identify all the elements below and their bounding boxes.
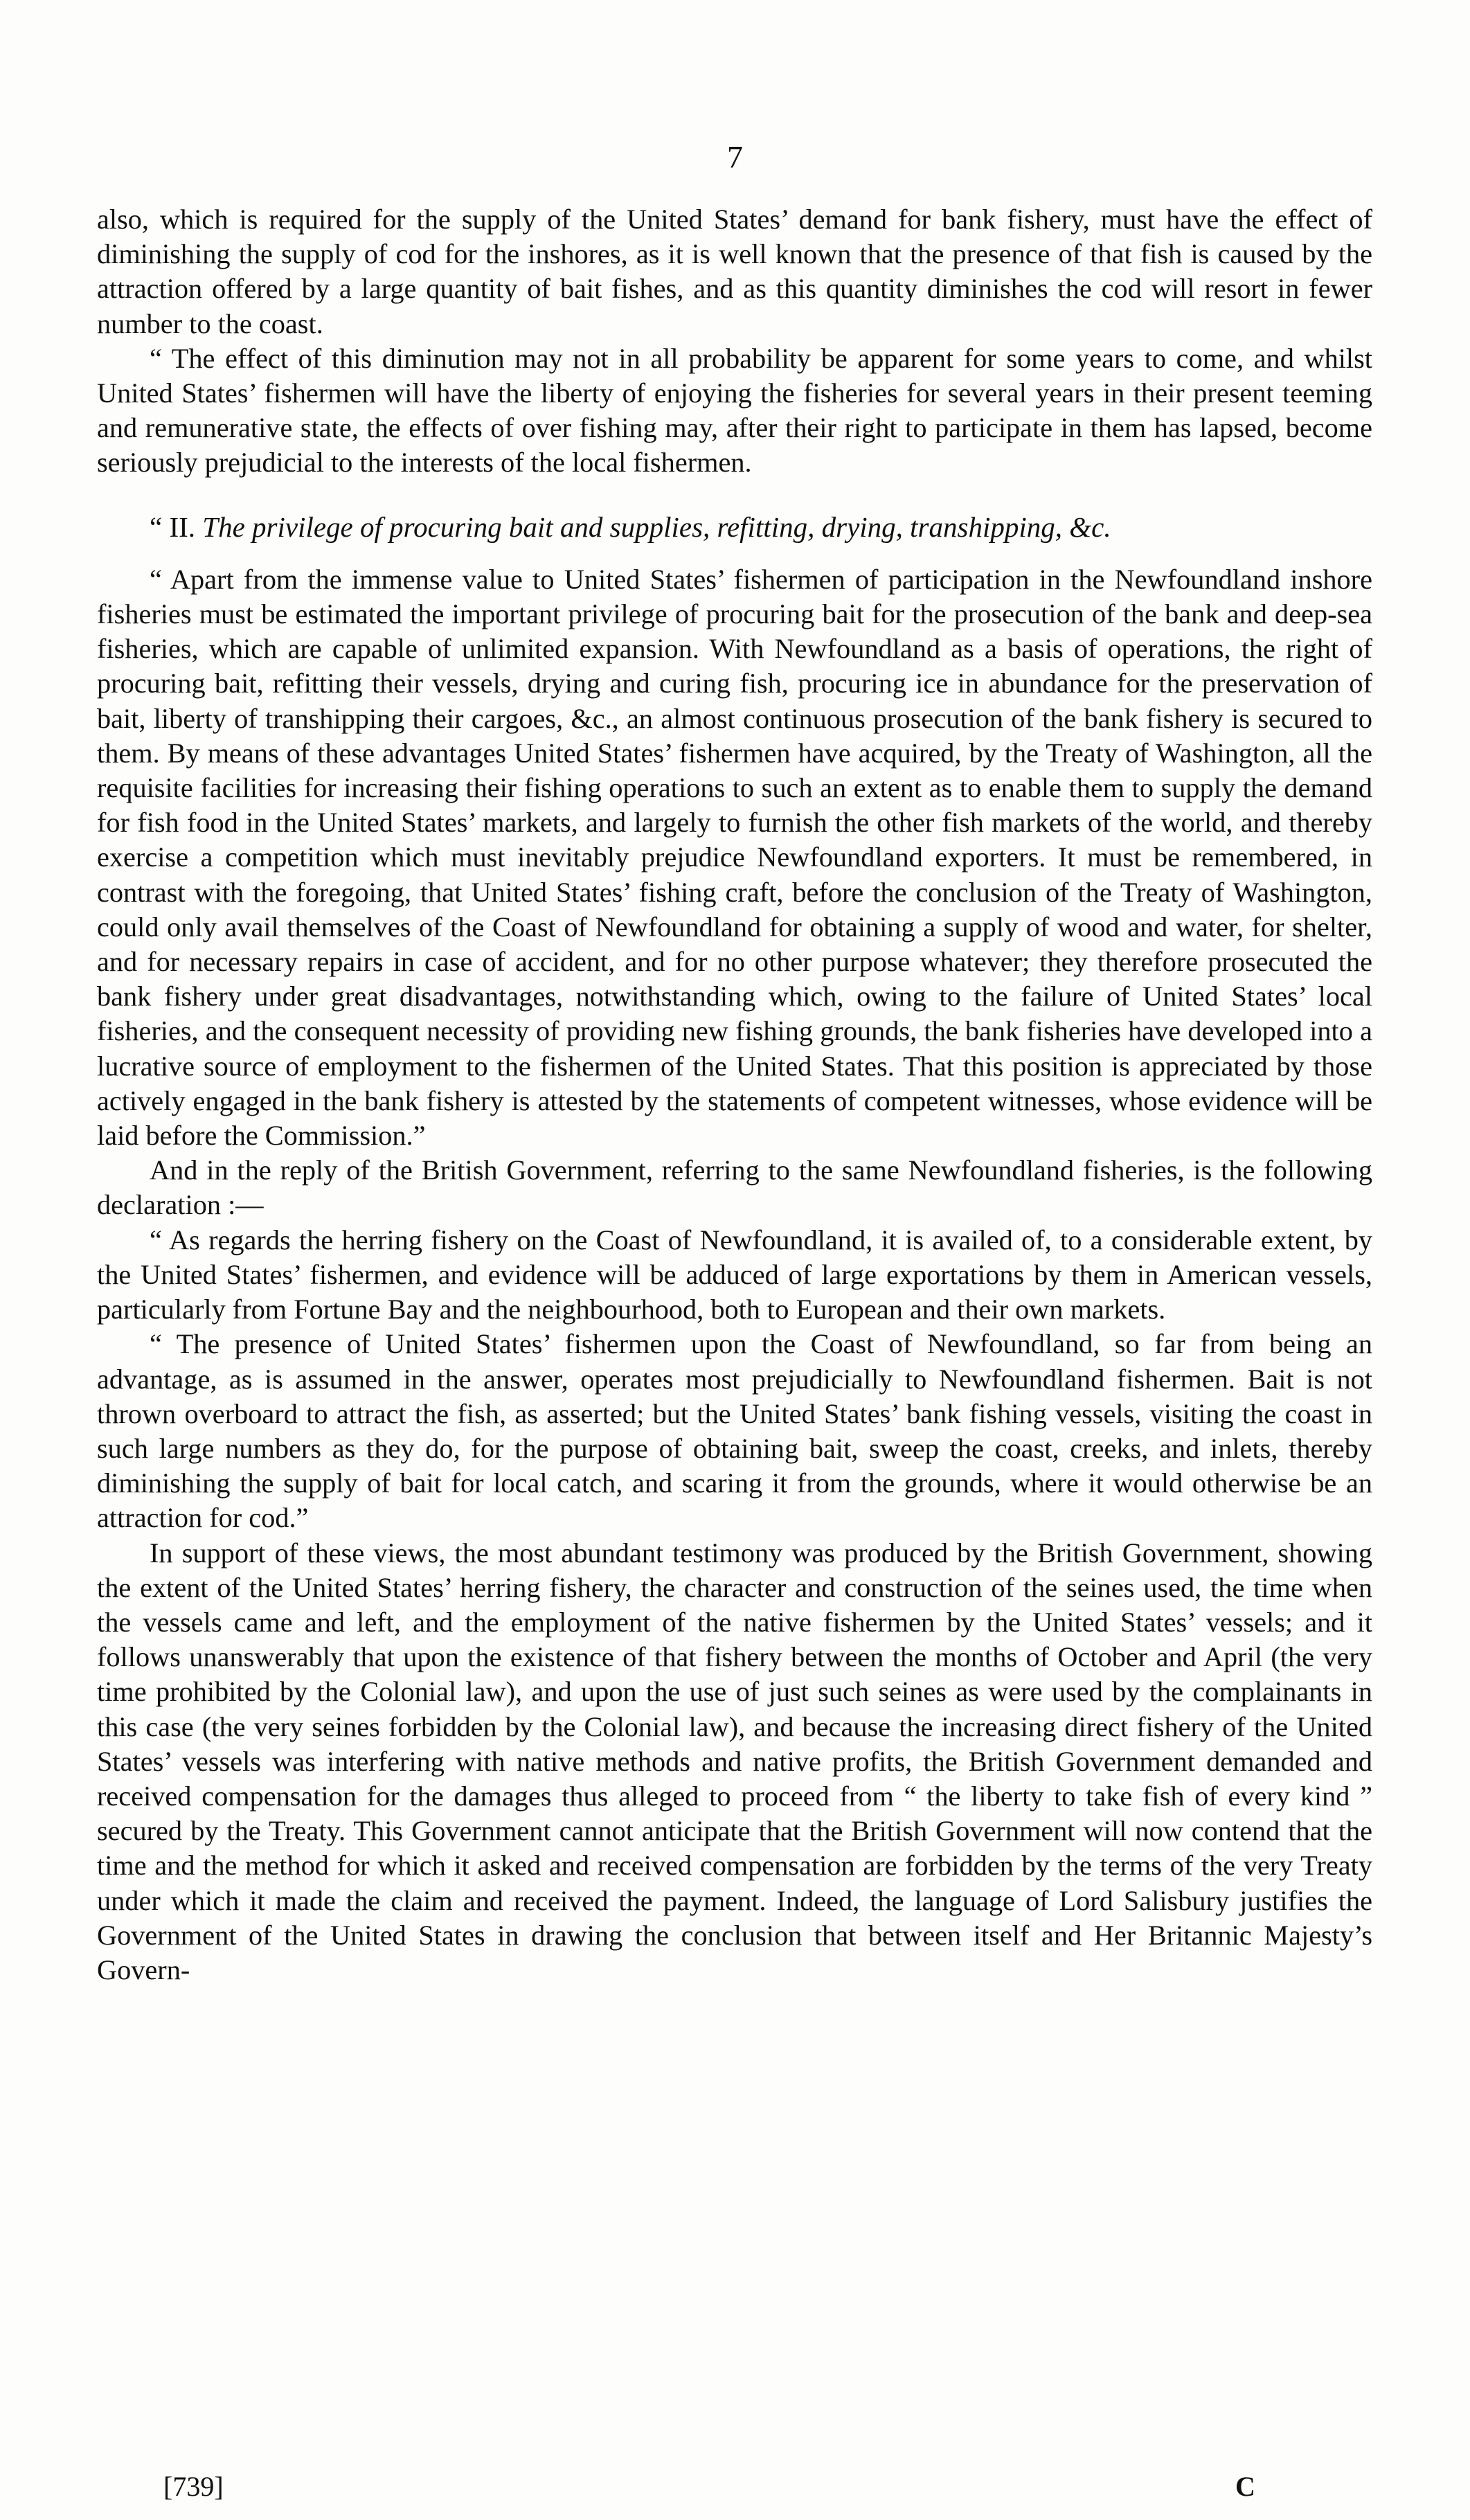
- section-heading-title: The privilege of procuring bait and supplies, refitting, drying, transhipping, &c.: [202, 510, 1111, 543]
- paragraph: also, which is required for the supply of the United States’ demand for bank fishery, must have the effect of diminishing the supply of cod for the inshores, as it is well known that the presence of that fish is caused by the attraction offered by a large quantity of bait fishes, and as this quantity diminishes the cod will resort in fewer number to the coast.: [97, 204, 1372, 339]
- body-text: [97, 202, 1372, 1987]
- signature-mark: [739]: [163, 2471, 224, 2502]
- paragraph: “ As regards the herring fishery on the Coast of Newfoundland, it is availed of, to a considerable extent, by the United States’ fishermen, and evidence will be adduced of large exportations by them in American vessels, particularly from Fortune Bay and the neighbourhood, both to European and their own markets.: [97, 1224, 1372, 1325]
- paragraph: In support of these views, the most abundant testimony was produced by the British Government, showing the extent of the United States’ herring fishery, the character and construction of the seines used, the time when the vessels came and left, and the employment of the native fishermen by the United States’ vessels; and it follows unanswerably that upon the existence of that fishery between the months of October and April (the very time prohibited by the Colonial law), and upon the use of just such seines as were used by the complainants in this case (the very seines forbidden by the Colonial law), and because the increasing direct fishery of the United States’ vessels was interfering with native methods and native profits, the British Government demanded and received compensation for the damages thus alleged to proceed from “ the liberty to take fish of every kind ” secured by the Treaty. This Government cannot anticipate that the British Government will now contend that the time and the method for which it asked and received compensation are forbidden by the terms of the very Treaty under which it made the claim and received the payment. Indeed, the language of Lord Salisbury justifies the Government of the United States in drawing the conclusion that between itself and Her Britannic Majesty’s Govern-: [97, 1537, 1372, 1985]
- signature-letter: C: [1235, 2471, 1255, 2502]
- section-heading-prefix: “ II.: [150, 510, 196, 543]
- section-heading: [150, 510, 1372, 544]
- paragraph: And in the reply of the British Government, referring to the same Newfoundland fisheries, is the following declaration :—: [97, 1154, 1372, 1221]
- paragraph: “ The presence of United States’ fishermen upon the Coast of Newfoundland, so far from being an advantage, as is assumed in the answer, operates most prejudicially to Newfoundland fishermen. Bait is not thrown overboard to attract the fish, as asserted; but the United States’ bank fishing vessels, visiting the coast in such large numbers as they do, for the purpose of obtaining bait, sweep the coast, creeks, and inlets, thereby diminishing the supply of bait for local catch, and scaring it from the grounds, where it would otherwise be an attraction for cod.”: [97, 1328, 1372, 1534]
- paragraph: “ Apart from the immense value to United States’ fishermen of participation in the Newfoundland inshore fisheries must be estimated the important privilege of procuring bait for the prosecution of the bank and deep-sea fisheries, which are capable of unlimited expansion. With Newfoundland as a basis of operations, the right of procuring bait, refitting their vessels, drying and curing fish, procuring ice in abundance for the preservation of bait, liberty of transhipping their cargoes, &c., an almost continuous prosecution of the bank fishery is secured to them. By means of these advantages United States’ fishermen have acquired, by the Treaty of Washington, all the requisite facilities for increasing their fishing operations to such an extent as to enable them to supply the demand for fish food in the United States’ markets, and largely to furnish the other fish markets of the world, and thereby exercise a competition which must inevitably prejudice Newfoundland exporters. It must be remembered, in contrast with the foregoing, that United States’ fishing craft, before the conclusion of the Treaty of Washington, could only avail themselves of the Coast of Newfoundland for obtaining a supply of wood and water, for shelter, and for necessary repairs in case of accident, and for no other purpose whatever; they therefore prosecuted the bank fishery under great disadvantages, notwithstanding which, owing to the failure of United States’ local fisheries, and the consequent necessity of providing new fishing grounds, the bank fisheries have developed into a lucrative source of employment to the fishermen of the United States. That this position is appreciated by those actively engaged in the bank fishery is attested by the statements of competent witnesses, whose evidence will be laid before the Commission.”: [97, 563, 1372, 1152]
- page-number: 7: [727, 139, 743, 175]
- paragraph: “ The effect of this diminution may not in all probability be apparent for some years to come, and whilst United States’ fishermen will have the liberty of enjoying the fisheries for several years in their present teeming and remunerative state, the effects of over fishing may, after their right to participate in them has lapsed, become seriously prejudicial to the interests of the local fishermen.: [97, 342, 1372, 479]
